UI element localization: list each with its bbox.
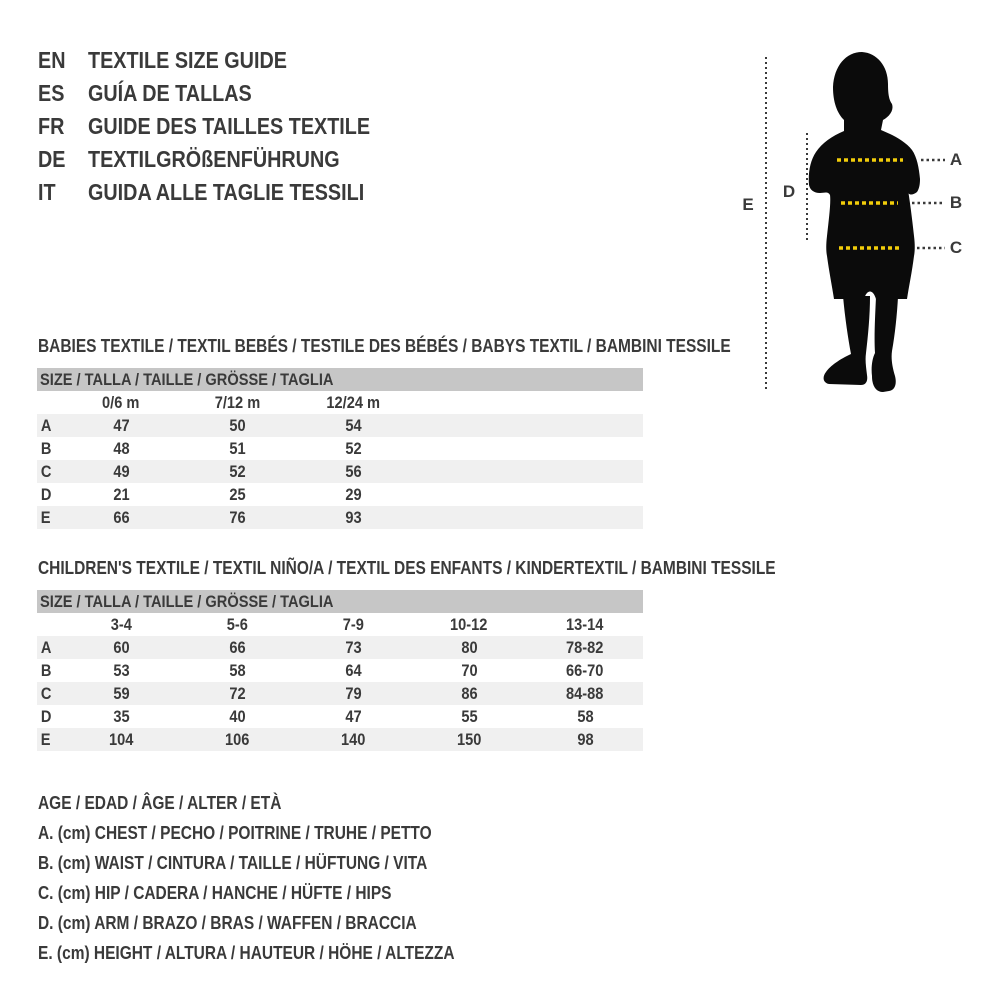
value-cell: 66-70 — [566, 660, 604, 680]
children-column-header-row — [37, 613, 643, 636]
row-label: E — [40, 507, 51, 527]
value-cell: 58 — [576, 706, 594, 726]
value-cell: 79 — [344, 683, 362, 703]
table-row — [37, 728, 643, 751]
value-cell: 59 — [112, 683, 130, 703]
language-code: FR — [38, 113, 65, 139]
column-header: 7-9 — [342, 614, 364, 634]
value-cell: 58 — [228, 660, 246, 680]
value-cell: 106 — [224, 729, 250, 749]
row-label: A — [40, 637, 52, 657]
language-row-fr — [38, 110, 416, 143]
children-size-table — [37, 590, 643, 751]
row-label: E — [40, 729, 51, 749]
legend-height-line: E. (cm) HEIGHT / ALTURA / HAUTEUR / HÖHE / ALTEZZA — [38, 942, 455, 963]
table-row — [37, 414, 643, 437]
value-cell: 73 — [344, 637, 362, 657]
value-cell: 60 — [112, 637, 130, 657]
language-title: GUIDE DES TAILLES TEXTILE — [88, 113, 371, 139]
table-row — [37, 682, 643, 705]
language-title: GUIDA ALLE TAGLIE TESSILI — [88, 179, 365, 205]
table-row — [37, 705, 643, 728]
table-row — [37, 460, 643, 483]
value-cell: 48 — [112, 438, 130, 458]
language-title: TEXTILGRÖßENFÜHRUNG — [88, 146, 340, 172]
language-code: DE — [38, 146, 66, 172]
value-cell: 50 — [228, 415, 246, 435]
value-cell: 140 — [340, 729, 366, 749]
value-cell: 54 — [344, 415, 362, 435]
value-cell: 70 — [460, 660, 478, 680]
language-row-de — [38, 143, 416, 176]
children-section-title: CHILDREN'S TEXTILE / TEXTIL NIÑO/A / TEXTIL DES ENFANTS / KINDERTEXTIL / BAMBINI TESSILE — [38, 558, 776, 578]
value-cell: 47 — [344, 706, 362, 726]
row-label: B — [40, 660, 52, 680]
column-header: 5-6 — [226, 614, 248, 634]
table-row — [37, 483, 643, 506]
value-cell: 51 — [228, 438, 246, 458]
value-cell: 40 — [228, 706, 246, 726]
value-cell: 66 — [228, 637, 246, 657]
babies-size-header-bar: SIZE / TALLA / TAILLE / GRÖSSE / TAGLIA — [37, 368, 643, 391]
legend-age-line: AGE / EDAD / ÂGE / ALTER / ETÀ — [38, 792, 282, 813]
silhouette-right-leg — [872, 297, 898, 392]
column-header: 13-14 — [566, 614, 604, 634]
column-header: 10-12 — [450, 614, 488, 634]
value-cell: 84-88 — [566, 683, 604, 703]
table-row — [37, 659, 643, 682]
language-row-en — [38, 44, 416, 77]
marker-a-label: A — [949, 150, 963, 169]
value-cell: 21 — [112, 484, 130, 504]
value-cell: 25 — [228, 484, 246, 504]
language-row-it — [38, 176, 416, 209]
row-label: D — [40, 706, 52, 726]
column-header: 12/24 m — [326, 392, 380, 412]
value-cell: 78-82 — [566, 637, 604, 657]
value-cell: 29 — [344, 484, 362, 504]
table-row — [37, 437, 643, 460]
value-cell: 150 — [456, 729, 482, 749]
legend-hip-line: C. (cm) HIP / CADERA / HANCHE / HÜFTE / HIPS — [38, 882, 392, 903]
silhouette-body — [809, 52, 920, 299]
value-cell: 93 — [344, 507, 362, 527]
value-cell: 52 — [228, 461, 246, 481]
legend-arm-line: D. (cm) ARM / BRAZO / BRAS / WAFFEN / BRACCIA — [38, 912, 417, 933]
row-label: D — [40, 484, 52, 504]
value-cell: 35 — [112, 706, 130, 726]
babies-column-header-row — [37, 391, 643, 414]
language-code: EN — [38, 47, 66, 73]
legend-waist-line: B. (cm) WAIST / CINTURA / TAILLE / HÜFTUNG / VITA — [38, 852, 428, 873]
marker-b-label: B — [949, 193, 963, 212]
value-cell: 72 — [228, 683, 246, 703]
value-cell: 86 — [460, 683, 478, 703]
value-cell: 76 — [228, 507, 246, 527]
row-label: B — [40, 438, 52, 458]
children-size-header-bar: SIZE / TALLA / TAILLE / GRÖSSE / TAGLIA — [37, 590, 643, 613]
column-header: 0/6 m — [102, 392, 140, 412]
value-cell: 53 — [112, 660, 130, 680]
babies-size-table — [37, 368, 643, 529]
language-title-list — [38, 44, 416, 209]
value-cell: 104 — [108, 729, 134, 749]
column-header: 3-4 — [110, 614, 132, 634]
value-cell: 55 — [460, 706, 478, 726]
language-code: IT — [38, 179, 56, 205]
table-row — [37, 506, 643, 529]
value-cell: 52 — [344, 438, 362, 458]
measurement-legend — [38, 788, 522, 968]
value-cell: 47 — [112, 415, 130, 435]
value-cell: 66 — [112, 507, 130, 527]
legend-chest-line: A. (cm) CHEST / PECHO / POITRINE / TRUHE / PETTO — [38, 822, 432, 843]
column-header: 7/12 m — [214, 392, 260, 412]
language-code: ES — [38, 80, 65, 106]
marker-d-label: D — [782, 182, 796, 201]
value-cell: 56 — [344, 461, 362, 481]
value-cell: 80 — [460, 637, 478, 657]
row-label: C — [40, 461, 52, 481]
marker-e-label: E — [742, 195, 754, 214]
value-cell: 49 — [112, 461, 130, 481]
language-title: TEXTILE SIZE GUIDE — [88, 47, 287, 73]
language-row-es — [38, 77, 416, 110]
row-label: A — [40, 415, 52, 435]
value-cell: 64 — [344, 660, 362, 680]
marker-c-label: C — [949, 238, 963, 257]
value-cell: 98 — [576, 729, 594, 749]
row-label: C — [40, 683, 52, 703]
language-title: GUÍA DE TALLAS — [88, 80, 252, 106]
table-row — [37, 636, 643, 659]
babies-section-title: BABIES TEXTILE / TEXTIL BEBÉS / TESTILE DES BÉBÉS / BABYS TEXTIL / BAMBINI TESSILE — [38, 336, 731, 356]
